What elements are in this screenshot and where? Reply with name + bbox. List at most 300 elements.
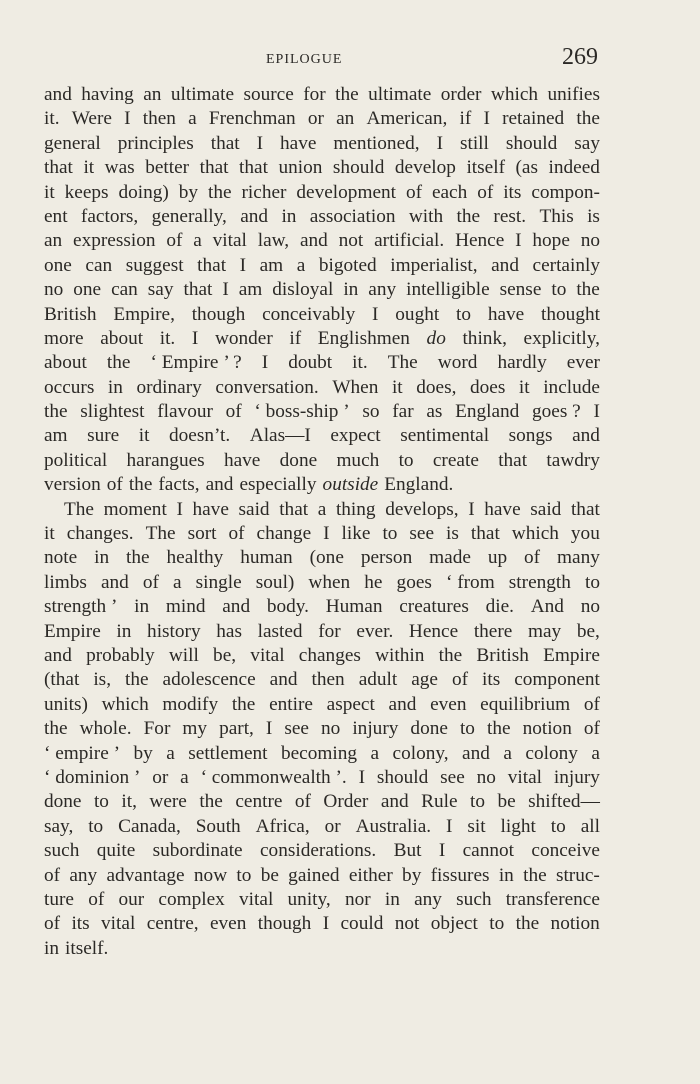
word: and (100, 571, 129, 593)
text-line (44, 668, 600, 692)
word: when (308, 571, 351, 593)
word: Alas—I (249, 425, 311, 447)
text-line (44, 498, 600, 522)
word: vital (212, 230, 247, 252)
word: Australia. (355, 815, 432, 837)
word: a (317, 498, 327, 520)
word: certainly (532, 254, 600, 276)
word: it, (121, 791, 137, 813)
word: of (583, 718, 600, 740)
text-line (44, 839, 600, 863)
text-line (44, 571, 600, 595)
word: ultimate (170, 84, 235, 105)
text-line (44, 644, 600, 668)
text-line (44, 766, 600, 790)
word: imperialist, (390, 254, 478, 276)
word: colony, (392, 742, 449, 764)
word: person (360, 547, 413, 569)
word: songs (508, 425, 553, 447)
word: said (238, 498, 270, 520)
word: does (469, 376, 506, 398)
word: if (459, 108, 472, 130)
word: sentimental (400, 425, 490, 447)
word: settlement (188, 742, 268, 764)
word: the (199, 791, 223, 813)
word: of (166, 230, 183, 252)
word: transference (505, 888, 600, 910)
word: say (574, 132, 600, 154)
word: be, (213, 644, 237, 666)
word: Were (71, 108, 112, 130)
word: I (322, 913, 330, 935)
word: not (338, 230, 364, 252)
word: I (124, 108, 131, 130)
word: of (44, 913, 61, 935)
text-line (44, 717, 600, 741)
word: (one (309, 547, 344, 569)
word: and (380, 791, 409, 813)
word: vital (250, 644, 285, 666)
word: complex (158, 888, 225, 910)
text-line (44, 327, 600, 351)
word: modify (162, 693, 219, 715)
word: The (387, 352, 418, 374)
word: ‘ dominion ’ (44, 766, 141, 788)
word: is, (93, 669, 112, 691)
word: made (429, 547, 471, 569)
word: by (133, 742, 153, 764)
word: the (44, 718, 68, 740)
word: doing) (118, 181, 169, 203)
word: though (257, 913, 312, 935)
word: which (101, 693, 149, 715)
word: compon- (531, 181, 600, 203)
text-line (44, 424, 600, 448)
word: of (294, 791, 311, 813)
word: sure (87, 425, 120, 447)
word: thing (335, 498, 376, 520)
word: creatures (399, 596, 469, 618)
word: be (260, 864, 279, 886)
text-line (44, 620, 600, 644)
word: any (368, 279, 397, 301)
text-line (44, 815, 600, 839)
word: better (145, 157, 190, 179)
text-line (44, 205, 600, 229)
word: Empire, (113, 303, 175, 325)
word: injury (553, 766, 600, 788)
word: in (384, 888, 400, 910)
word: have (280, 132, 317, 154)
word: But (393, 840, 422, 862)
word: becoming (280, 742, 358, 764)
word: changes (298, 644, 361, 666)
word: to (551, 279, 567, 301)
word: body. (266, 596, 309, 618)
text-line (44, 888, 600, 912)
word: flavour (157, 401, 213, 423)
word: conceive (531, 840, 600, 862)
word: such (44, 840, 80, 862)
word: of (451, 669, 469, 691)
word: I (372, 303, 379, 325)
word: of (106, 474, 123, 496)
word: then (142, 108, 176, 130)
word: the (515, 913, 540, 935)
word: source (243, 84, 294, 105)
word: the (523, 864, 547, 886)
word: notion (522, 718, 572, 740)
word: vital (101, 913, 136, 935)
word: develop (394, 157, 456, 179)
word: nor (344, 888, 371, 910)
word: For (143, 718, 171, 740)
word: tawdry (546, 449, 600, 471)
text-line (44, 522, 600, 546)
word: a (370, 742, 380, 764)
word: soul) (255, 571, 295, 593)
text-line (44, 254, 600, 278)
word: I (239, 254, 247, 276)
word: either (348, 864, 393, 886)
word: the (335, 84, 359, 105)
word: it (44, 181, 55, 203)
word: done (410, 718, 448, 740)
word: The (64, 498, 94, 520)
word: done (279, 449, 318, 471)
word: rest. (493, 205, 527, 227)
text-line (44, 790, 600, 814)
word: keeps (64, 181, 109, 203)
word: it (518, 376, 530, 398)
word: should (376, 766, 429, 788)
word: am (44, 425, 68, 447)
word: (as (515, 157, 538, 179)
word: include (543, 376, 600, 398)
word: in (281, 205, 297, 227)
word: many (557, 547, 600, 569)
word: of (44, 864, 61, 886)
word: that (199, 157, 229, 179)
word: which (511, 523, 559, 545)
word: South (195, 815, 241, 837)
word: general (44, 132, 101, 154)
word: now (193, 864, 228, 886)
word: in (94, 547, 110, 569)
text-line (44, 376, 600, 400)
word: have (223, 449, 261, 471)
word: be (497, 791, 516, 813)
word: indeed (548, 157, 600, 179)
word: Empire (44, 620, 101, 642)
word: a (188, 108, 197, 130)
word: wonder (214, 327, 273, 349)
text-line (44, 107, 600, 131)
word: ‘ commonwealth ’. (200, 766, 347, 788)
word: the (125, 669, 149, 691)
word: slightest (80, 401, 145, 423)
word: order (440, 84, 482, 105)
word: done (44, 791, 82, 813)
word: of (477, 181, 494, 203)
word: to (469, 791, 485, 813)
word: ent (44, 205, 68, 227)
word: and (222, 596, 251, 618)
word: for (318, 620, 341, 642)
text-line (44, 132, 600, 156)
word: that (470, 523, 500, 545)
word: no (580, 596, 600, 618)
word: may (528, 620, 562, 642)
word: richer (241, 181, 287, 203)
word: there (473, 620, 513, 642)
word: can (111, 279, 138, 301)
word: equilibrium (480, 693, 571, 715)
word: British (476, 644, 529, 666)
word: as (426, 401, 443, 423)
word: am (259, 254, 284, 276)
word: then (311, 669, 345, 691)
text-line (44, 278, 600, 302)
word: intelligible (406, 279, 490, 301)
word: Frenchman (208, 108, 296, 130)
word: of (225, 401, 242, 423)
text-line (44, 937, 600, 961)
word: occurs (44, 376, 95, 398)
word: moment (103, 498, 167, 520)
word: an (44, 230, 63, 252)
word: see (409, 523, 435, 545)
word: I (438, 840, 446, 862)
word: This (539, 205, 574, 227)
word: said (530, 498, 562, 520)
word: of (583, 693, 600, 715)
word: whole. (79, 718, 132, 740)
word: the (126, 547, 150, 569)
word: or (324, 815, 341, 837)
word: centre, (146, 913, 199, 935)
word: political (44, 449, 108, 471)
text-line (44, 595, 600, 619)
word: adolescence (162, 669, 256, 691)
word: bigoted (318, 254, 377, 276)
word: in (44, 937, 59, 959)
word: die. (485, 596, 514, 618)
word: can (85, 254, 113, 276)
word: considerations. (260, 840, 377, 862)
text-line (44, 83, 600, 107)
word: Order (323, 791, 369, 813)
word: vital (239, 888, 274, 910)
word: see (440, 766, 465, 788)
word: shifted— (528, 791, 600, 813)
word: human (240, 547, 293, 569)
word: and (299, 230, 328, 252)
word: up (487, 547, 508, 569)
word: still (459, 132, 489, 154)
word: notion (550, 913, 600, 935)
text-line (44, 400, 600, 424)
word: version (44, 474, 101, 496)
word: expression (73, 230, 156, 252)
word: retained (502, 108, 565, 130)
word: strength (508, 571, 571, 593)
word: create (432, 449, 479, 471)
word: any (414, 888, 442, 910)
word: England (455, 401, 520, 423)
word: is (446, 523, 459, 545)
word: England. (384, 474, 454, 496)
word: of (228, 523, 245, 545)
word: mentioned, (333, 132, 420, 154)
running-head: EPILOGUE (266, 52, 343, 67)
word: adult (358, 669, 398, 691)
word: say, (44, 815, 74, 837)
word: an (336, 108, 355, 130)
word: I (436, 132, 443, 154)
word: and (462, 742, 490, 764)
word: expect (330, 425, 381, 447)
word: should (332, 157, 385, 179)
word: like (341, 523, 371, 545)
word: thought (541, 303, 600, 325)
word: Rule (421, 791, 458, 813)
word: The (145, 523, 176, 545)
word: I (515, 230, 522, 252)
word: much (336, 449, 380, 471)
word: he (364, 571, 383, 593)
word: conversation. (215, 376, 319, 398)
word: Canada, (118, 815, 181, 837)
word: to (236, 864, 252, 886)
word: am (238, 279, 263, 301)
word: and (44, 644, 72, 666)
word: I (358, 766, 366, 788)
word: one (73, 279, 102, 301)
word: word (437, 352, 478, 374)
word: development (296, 181, 396, 203)
word: even (430, 693, 467, 715)
word: limbs (44, 571, 87, 593)
word: the (106, 352, 131, 374)
word: the (208, 181, 232, 203)
word: artificial. (374, 230, 445, 252)
word: ever (566, 352, 600, 374)
word: hope (532, 230, 570, 252)
word: a (173, 571, 182, 593)
word: the (576, 279, 600, 301)
word: itself. (65, 937, 109, 959)
page-header (0, 44, 700, 74)
word: healthy (166, 547, 224, 569)
word: When (332, 376, 379, 398)
word: struc- (555, 864, 600, 886)
word: a (180, 766, 189, 788)
word: about (100, 327, 144, 349)
word: unifies (547, 84, 600, 105)
word: to (88, 815, 104, 837)
word: the (456, 205, 481, 227)
word: ever. (356, 620, 394, 642)
word: by (178, 181, 199, 203)
word: do (426, 327, 446, 349)
text-line (44, 473, 600, 497)
word: fissures (430, 864, 490, 886)
word: its (503, 181, 522, 203)
word: ultimate (368, 84, 432, 105)
word: and (44, 84, 72, 105)
word: any (69, 864, 98, 886)
word: sit (467, 815, 486, 837)
word: the (231, 693, 256, 715)
word: generally, (151, 205, 227, 227)
word: have (487, 303, 525, 325)
word: history (147, 620, 201, 642)
word: I (593, 401, 600, 423)
word: I (265, 718, 273, 740)
word: single (195, 571, 242, 593)
word: to (382, 523, 398, 545)
word: in (134, 596, 150, 618)
word: should (505, 132, 558, 154)
word: have (484, 498, 521, 520)
word: strength ’ (44, 596, 118, 618)
text-line (44, 229, 600, 253)
word: facts, (158, 474, 200, 496)
word: ‘ Empire ’ ? (150, 352, 242, 374)
word: it (83, 157, 95, 179)
word: which (490, 84, 539, 105)
word: I (176, 498, 183, 520)
word: outside (322, 474, 379, 496)
word: the (438, 644, 463, 666)
word: British (44, 303, 97, 325)
word: ‘ boss-ship ’ (254, 401, 350, 423)
word: injury (352, 718, 399, 740)
word: develops, (385, 498, 459, 520)
word: Human (325, 596, 383, 618)
word: no (44, 279, 64, 301)
word: changes. (66, 523, 134, 545)
word: in (116, 620, 132, 642)
word: Hence (408, 620, 459, 642)
word: the (576, 108, 600, 130)
word: no (321, 718, 341, 740)
word: by (402, 864, 422, 886)
word: have (192, 498, 229, 520)
word: my (182, 718, 208, 740)
word: association (309, 205, 396, 227)
text-line (44, 693, 600, 717)
word: age (411, 669, 438, 691)
text-line (44, 449, 600, 473)
word: unity, (287, 888, 331, 910)
word: that (570, 498, 600, 520)
word: units) (44, 693, 88, 715)
word: in (498, 864, 514, 886)
word: union (278, 157, 323, 179)
word: far (392, 401, 414, 423)
word: and (491, 254, 519, 276)
word: having (81, 84, 134, 105)
word: about (44, 352, 87, 374)
word: say (147, 279, 174, 301)
word: vital (507, 766, 543, 788)
word: does, (416, 376, 457, 398)
word: to (550, 815, 566, 837)
word: ought (395, 303, 440, 325)
word: or (152, 766, 169, 788)
